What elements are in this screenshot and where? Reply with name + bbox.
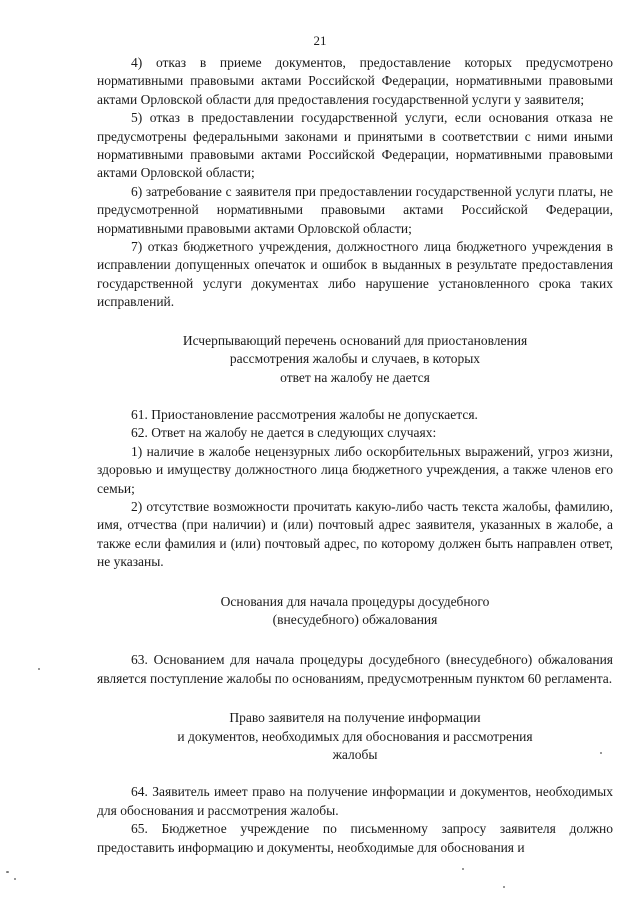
heading-line: ответ на жалобу не дается: [280, 369, 430, 385]
heading-line: Право заявителя на получение информации: [229, 710, 481, 726]
page-number: 21: [313, 33, 327, 48]
scan-speck: [503, 886, 505, 888]
heading-line: жалобы: [332, 747, 378, 762]
heading-line: (внесудебного) обжалования: [272, 611, 438, 627]
scan-speck: [38, 668, 40, 670]
scan-speck: [14, 878, 16, 880]
paragraph-62-item-2: 2) отсутствие возможности прочитать какую-либо часть текста жалобы, фамилию, имя, отчества (при наличии) и (или) почтовый адрес заявителя, указанных в жалобе, а также если фамилия и (или) почтовый адрес, по которому должен быть направлен ответ, не указаны.: [97, 498, 613, 570]
scan-speck: [600, 752, 602, 754]
paragraph-61: 61. Приостановление рассмотрения жалобы не допускается.: [131, 406, 478, 422]
paragraph-63: 63. Основанием для начала процедуры досудебного (внесудебного) обжалования является поступление жалобы по основаниям, предусмотренным пунктом 60 регламента.: [97, 652, 613, 686]
paragraph-65: 65. Бюджетное учреждение по письменному запросу заявителя должно предоставить информацию и документы, необходимые для обоснования и: [97, 821, 613, 855]
section-heading-applicant-rights: [97, 709, 613, 764]
scan-speck: [462, 868, 464, 870]
section-heading-suspension-grounds: [97, 332, 613, 387]
paragraph-item-5: 5) отказ в предоставлении государственной услуги, если основания отказа не предусмотрены федеральными законами и принятыми в соответствии с ними иными нормативными правовыми актами Российской Федерации, нормативными правовыми актами Орловской области;: [97, 110, 613, 181]
paragraph-item-7: 7) отказ бюджетного учреждения, должностного лица бюджетного учреждения в исправлении допущенных опечаток и ошибок в выданных в результате предоставления государственной услуги документах либо нарушение установленного срока таких исправлений.: [97, 239, 613, 310]
heading-line: и документов, необходимых для обоснования и рассмотрения: [177, 728, 533, 744]
heading-line: рассмотрения жалобы и случаев, в которых: [229, 351, 481, 367]
section-heading-appeal-grounds: [97, 593, 613, 630]
paragraph-62: 62. Ответ на жалобу не дается в следующих случаях:: [131, 425, 437, 441]
paragraph-item-4: 4) отказ в приеме документов, предоставление которых предусмотрено нормативными правовыми актами Российской Федерации, нормативными правовыми актами Орловской области для предоставления государственной услуги у заявителя;: [97, 55, 613, 107]
paragraph-item-6: 6) затребование с заявителя при предоставлении государственной услуги платы, не предусмотренной нормативными правовыми актами Российской Федерации, нормативными правовыми актами Орловской области;: [97, 183, 613, 236]
paragraph-62-item-1: 1) наличие в жалобе нецензурных либо оскорбительных выражений, угроз жизни, здоровью и имуществу должностного лица бюджетного учреждения, а также членов его семьи;: [97, 443, 613, 496]
heading-line: Исчерпывающий перечень оснований для приостановления: [182, 332, 528, 348]
paragraph-64: 64. Заявитель имеет право на получение информации и документов, необходимых для обоснования и рассмотрения жалобы.: [97, 784, 613, 818]
scan-speck: [6, 871, 9, 873]
heading-line: Основания для начала процедуры досудебного: [220, 593, 490, 609]
document-body: [97, 54, 613, 857]
